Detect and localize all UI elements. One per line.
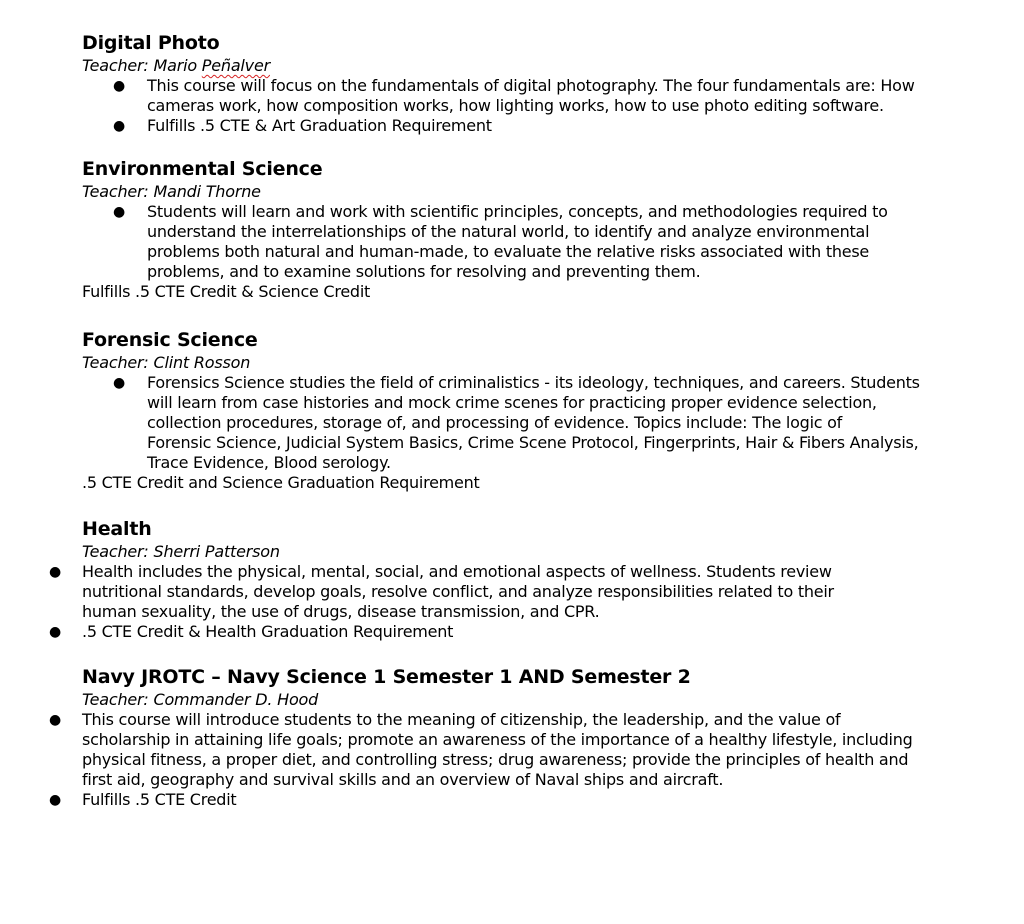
bullet-text-line: Forensic Science, Judicial System Basics, Crime Scene Protocol, Fingerprints, Hair & Fibers Analysis, [147, 433, 919, 452]
course-title: Digital Photo [82, 32, 220, 54]
bullet-text-line: Students will learn and work with scientific principles, concepts, and methodologies required to [147, 202, 888, 221]
course-environmental-science [0, 156, 1024, 327]
bullet-icon: ● [49, 792, 62, 808]
bullet-text-line: Forensics Science studies the field of criminalistics - its ideology, techniques, and careers. Students [147, 373, 920, 392]
bullet-item [0, 202, 1024, 282]
course-teacher: Teacher: Mandi Thorne [82, 182, 261, 201]
bullet-icon: ● [113, 204, 126, 220]
bullet-icon: ● [49, 624, 62, 640]
course-teacher: Teacher: Commander D. Hood [82, 690, 319, 709]
bullet-text-line: understand the interrelationships of the natural world, to identify and analyze environmental [147, 222, 870, 241]
course-forensic-science [0, 327, 1024, 516]
bullet-icon: ● [49, 712, 62, 728]
bullet-icon: ● [113, 118, 126, 134]
course-teacher: Teacher: Clint Rosson [82, 353, 251, 372]
bullet-text-line: human sexuality, the use of drugs, disease transmission, and CPR. [82, 602, 600, 621]
course-credit-note: .5 CTE Credit and Science Graduation Requirement [82, 473, 480, 492]
bullet-text-line: Fulfills .5 CTE Credit [82, 790, 237, 809]
bullet-text-line: first aid, geography and survival skills and an overview of Naval ships and aircraft. [82, 770, 724, 789]
bullet-item [0, 562, 1024, 622]
teacher-name-spellcheck: Peñalver [201, 56, 270, 75]
course-health [0, 516, 1024, 664]
bullet-text-line: Fulfills .5 CTE & Art Graduation Requirement [147, 116, 492, 135]
bullet-text-line: cameras work, how composition works, how lighting works, how to use photo editing software. [147, 96, 884, 115]
bullet-icon: ● [113, 78, 126, 94]
bullet-text-line: problems both natural and human-made, to evaluate the relative risks associated with these [147, 242, 870, 261]
bullet-text-line: This course will focus on the fundamentals of digital photography. The four fundamentals are: How [147, 76, 915, 95]
bullet-icon: ● [113, 375, 126, 391]
course-title: Environmental Science [82, 158, 323, 180]
bullet-item [0, 76, 1024, 116]
course-title: Forensic Science [82, 329, 258, 351]
bullet-text-line: will learn from case histories and mock crime scenes for practicing proper evidence selection, [147, 393, 877, 412]
course-navy-jrotc [0, 664, 1024, 810]
bullet-text-line: This course will introduce students to the meaning of citizenship, the leadership, and the value of [82, 710, 841, 729]
teacher-prefix: Teacher: Mario [82, 56, 202, 75]
bullet-text-line: collection procedures, storage of, and processing of evidence. Topics include: The logic of [147, 413, 843, 432]
course-title: Health [82, 518, 152, 540]
bullet-icon: ● [49, 564, 62, 580]
bullet-text-line: Trace Evidence, Blood serology. [147, 453, 391, 472]
bullet-item [0, 790, 1024, 810]
course-teacher [82, 56, 1024, 76]
course-teacher: Teacher: Sherri Patterson [82, 542, 280, 561]
bullet-item [0, 373, 1024, 473]
course-digital-photo [0, 30, 1024, 156]
course-title: Navy JROTC – Navy Science 1 Semester 1 AND Semester 2 [82, 666, 691, 688]
bullet-text-line: .5 CTE Credit & Health Graduation Requirement [82, 622, 454, 641]
course-catalog-page [0, 30, 1024, 810]
bullet-item [0, 116, 1024, 136]
bullet-item [0, 710, 1024, 790]
bullet-item [0, 622, 1024, 642]
bullet-text-line: scholarship in attaining life goals; promote an awareness of the importance of a healthy lifestyle, including [82, 730, 913, 749]
bullet-text-line: problems, and to examine solutions for resolving and preventing them. [147, 262, 701, 281]
bullet-text-line: Health includes the physical, mental, social, and emotional aspects of wellness. Students review [82, 562, 832, 581]
bullet-text-line: nutritional standards, develop goals, resolve conflict, and analyze responsibilities related to their [82, 582, 834, 601]
course-credit-note: Fulfills .5 CTE Credit & Science Credit [82, 282, 371, 301]
bullet-text-line: physical fitness, a proper diet, and controlling stress; drug awareness; provide the principles of health and [82, 750, 909, 769]
